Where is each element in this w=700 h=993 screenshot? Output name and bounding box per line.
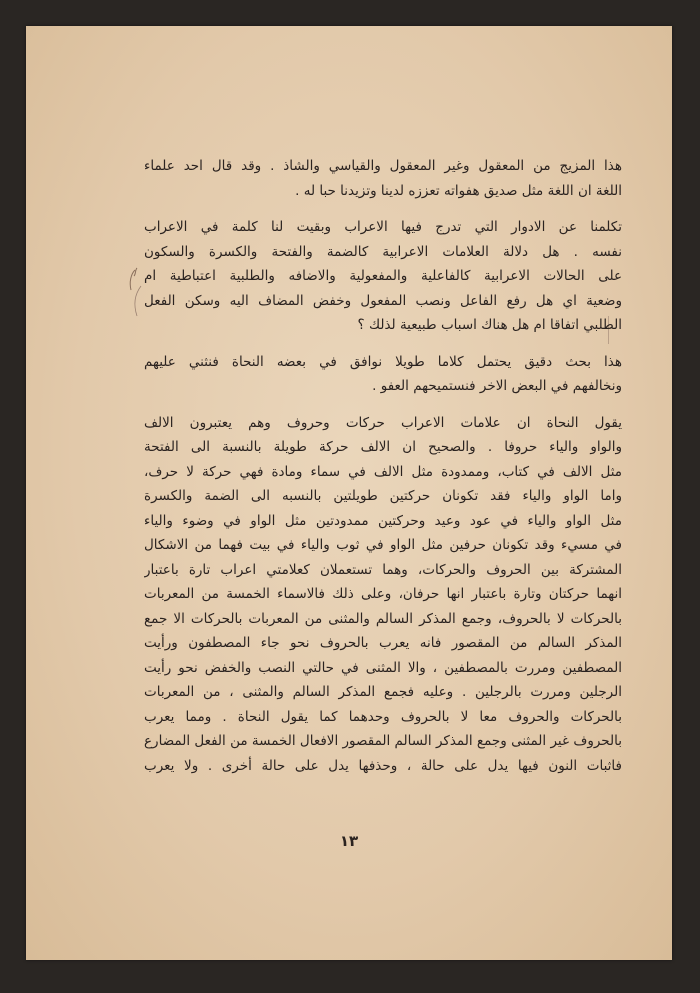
text-line: فاثبات النون فيها يدل على حالة ، وحذفها يدل على حالة أخرى . ولا يعرب [144,757,622,774]
text-line: مثل الواو والياء في عود وعيد وحركتين ممدودتين مثل الواو في وضوء والياء [144,512,622,529]
text-line: بالحركات لا بالحروف، وجمع المذكر السالم والمثنى من المعربات بالحركات الا جمع [144,610,622,627]
book-page [26,26,672,960]
text-line: هذا المزيج من المعقول وغير المعقول والقياسي والشاذ . وقد قال احد علماء [144,158,622,174]
text-line: يقول النحاة ان علامات الاعراب حركات وحروف وهم يعتبرون الالف [144,414,622,431]
text-line: بالحروف غير المثنى وجمع المذكر السالم المقصور الافعال الخمسة من الفعل المضارع [144,733,622,749]
text-line: الرجلين ومررت بالرجلين . وعليه فجمع المذكر السالم والمثنى ، من المعربات [144,684,622,700]
body-text [144,154,622,778]
text-line: وضعية اي هل رفع الفاعل ونصب المفعول وخفض المضاف اليه وسكن الفعل [144,292,622,309]
text-line: تكلمنا عن الادوار التي تدرج فيها الاعراب وبقيت لنا كلمة في الاعراب [144,219,622,235]
text-line: واما الواو والياء فقد تكونان حركتين طويلتين بالنسبه الى الضمة والكسرة [144,488,622,504]
text-line: والواو والياء حروفا . والصحيح ان الالف حركة طويلة بالنسبة الى الفتحة [144,439,622,455]
paragraph-4 [144,411,622,779]
text-line: الطلبي اتفاقا ام هل هناك اسباب طبيعية لذلك ؟ [357,317,622,333]
paragraph-3 [144,350,622,399]
text-line: اللغة ان اللغة مثل صديق هفواته تعززه لدينا وتزيدنا حبا له . [295,182,622,199]
page-number: ١٣ [339,832,359,850]
pencil-margin-mark [121,264,145,320]
paragraph-2 [144,215,622,338]
text-line: المذكر السالم من المقصور فانه يعرب بالحروف نحو جاء المصطفون ورأيت [144,635,622,651]
paragraph-1 [144,154,622,203]
text-line: مثل الالف في كتاب، وممدودة مثل الالف في سماء ومادة فهي حركة لا حرف، [144,463,622,480]
text-line: المشتركة بين الحروف والحركات، وهما تستعملان كعلامتي اعراب تارة باعتبار [144,561,622,578]
text-line: هذا بحث دقيق يحتمل كلاما طويلا نوافق في بعضه النحاة فنثني عليهم [144,353,622,370]
text-line: على الحالات الاعرابية كالفاعلية والمفعولية والاضافه والطلبية اعتباطية ام [144,268,622,284]
text-line: ونخالفهم في البعض الاخر فنستميحهم العفو . [372,378,622,394]
text-line: المصطفين ومررت بالمصطفين ، والا المثنى في حالتي النصب والخفض نحو رأيت [144,659,622,676]
text-line: في مسيء وقد تكونان حرفين مثل الواو في ثوب والياء في بيت فهما من الاشكال [144,537,622,553]
text-line: انهما حركتان وتارة باعتبار انها حرفان، وعلى ذلك فالاسماء الخمسة من المعربات [144,586,622,602]
text-line: بالحركات والحروف معا لا بالحروف وحدهما كما يقول النحاة . ومما يعرب [144,708,622,725]
text-line: نفسه . هل دلالة العلامات الاعرابية كالضمة والفتحة والكسرة والسكون [144,243,622,260]
